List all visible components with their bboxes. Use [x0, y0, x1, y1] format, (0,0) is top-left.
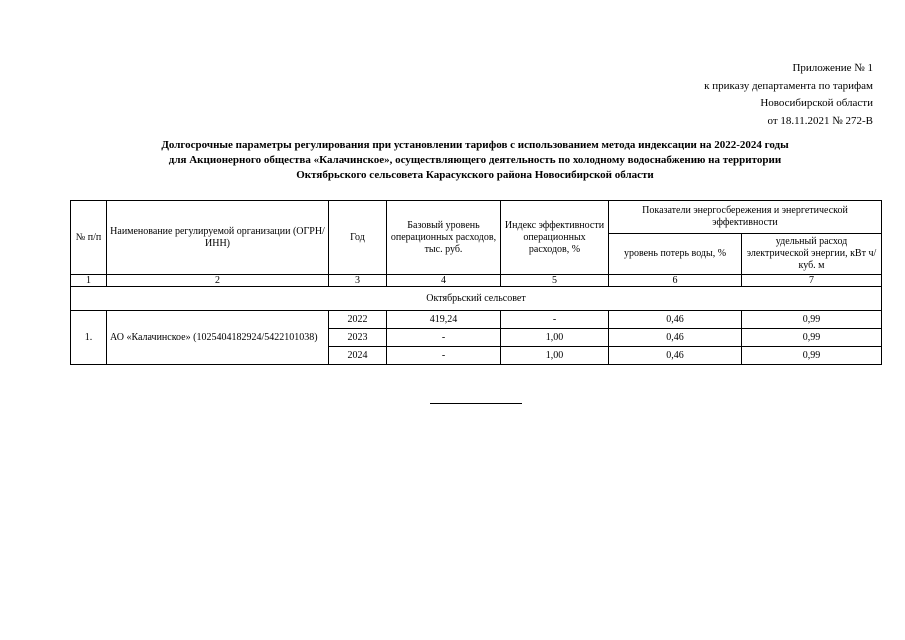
cell-loss: 0,46 — [609, 311, 742, 329]
cell-index: - — [501, 311, 609, 329]
header-index: Индекс эффективности операционных расходов, % — [501, 201, 609, 275]
cell-index: 1,00 — [501, 347, 609, 365]
cell-consumption: 0,99 — [742, 329, 882, 347]
appendix-line-4: от 18.11.2021 № 272-В — [767, 114, 873, 127]
appendix-line-3: Новосибирской области — [760, 97, 873, 109]
column-number: 3 — [329, 275, 387, 287]
column-number: 4 — [387, 275, 501, 287]
row-number: 1. — [71, 311, 107, 365]
cell-year: 2022 — [329, 311, 387, 329]
header-year: Год — [329, 201, 387, 275]
cell-loss: 0,46 — [609, 347, 742, 365]
section-label: Октябрьский сельсовет — [71, 287, 882, 311]
cell-consumption: 0,99 — [742, 311, 882, 329]
parameters-table — [70, 200, 882, 365]
table-row — [71, 311, 882, 329]
cell-year: 2023 — [329, 329, 387, 347]
cell-base: 419,24 — [387, 311, 501, 329]
column-number: 6 — [609, 275, 742, 287]
column-number: 5 — [501, 275, 609, 287]
title-line-2: для Акционерного общества «Калачинское», осуществляющего деятельность по холодному водоснабжению на территории — [168, 154, 782, 166]
column-number: 7 — [742, 275, 882, 287]
cell-index: 1,00 — [501, 329, 609, 347]
header-loss: уровень потерь воды, % — [609, 234, 742, 275]
title-line-3: Октябрьского сельсовета Карасукского района Новосибирской области — [296, 169, 654, 181]
header-org: Наименование регулируемой организации (ОГРН/ИНН) — [107, 201, 329, 275]
header-base: Базовый уровень операционных расходов, тыс. руб. — [387, 201, 501, 275]
org-name: АО «Калачинское» (1025404182924/5422101038) — [107, 311, 329, 365]
cell-base: - — [387, 329, 501, 347]
document-title — [70, 138, 880, 183]
column-number: 1 — [71, 275, 107, 287]
header-num: № п/п — [71, 201, 107, 275]
header-consumption: удельный расход электрической энергии, кВт ч/куб. м — [742, 234, 882, 275]
appendix-line-2: к приказу департамента по тарифам — [704, 79, 873, 92]
cell-loss: 0,46 — [609, 329, 742, 347]
cell-year: 2024 — [329, 347, 387, 365]
appendix-line-1: Приложение № 1 — [792, 62, 873, 74]
appendix-block — [704, 60, 873, 130]
column-number: 2 — [107, 275, 329, 287]
header-energy-group: Показатели энергосбережения и энергетической эффективности — [609, 201, 882, 234]
column-number-row — [71, 275, 882, 287]
title-line-1: Долгосрочные параметры регулирования при установлении тарифов с использованием метода индексации на 2022-2024 годы — [161, 139, 789, 151]
cell-base: - — [387, 347, 501, 365]
closing-divider — [430, 403, 522, 404]
cell-consumption: 0,99 — [742, 347, 882, 365]
